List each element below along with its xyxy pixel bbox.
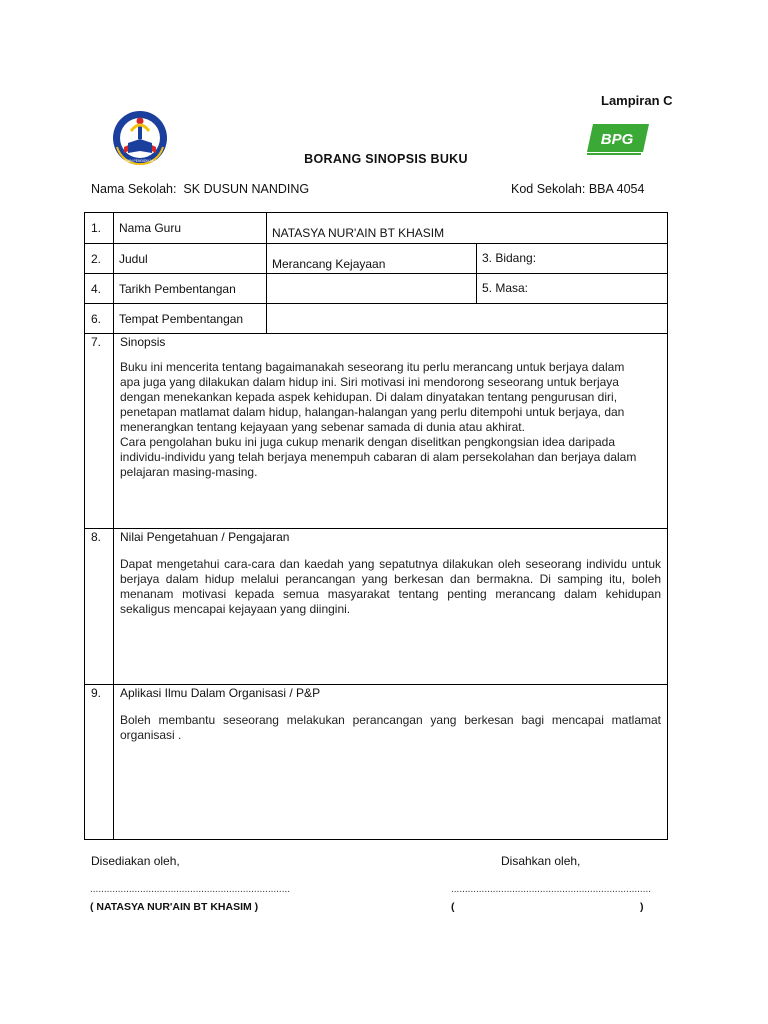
prepared-by-name: ( NATASYA NUR'AIN BT KHASIM ) [90,901,259,913]
title-field[interactable]: Merancang Kejayaan [267,244,477,274]
kod-label: Kod Sekolah: [511,182,586,196]
synopsis-line: dengan menekankan kepada aspek kehidupan. Di dalam dinyatakan tentang pengurusan diri, [120,390,618,404]
synopsis-cell[interactable] [114,334,668,529]
approved-signature-line[interactable]: ........................................................................ [451,884,652,895]
row-number: 8. [85,529,114,685]
prepared-by-label: Disediakan oleh, [91,854,180,868]
approved-open-paren: ( [451,901,455,913]
synopsis-line: Buku ini mencerita tentang bagaimanakah seseorang itu perlu merancang untuk berjaya dalam [120,360,625,374]
masa-field[interactable]: 5. Masa: [477,274,668,304]
synopsis-section [85,334,668,529]
bpg-logo-text: BPG [600,131,634,148]
application-text: Boleh membantu seseorang melakukan perancangan yang berkesan bagi mencapai matlamat organisasi . [120,713,661,742]
section-label: Nilai Pengetahuan / Pengajaran [120,530,290,544]
application-section [85,685,668,840]
knowledge-cell[interactable] [114,529,668,685]
form-row [85,274,668,304]
form-row [85,213,668,244]
approved-close-paren: ) [640,901,644,913]
prepared-signature-line[interactable]: ........................................................................ [90,884,291,895]
form-row [85,244,668,274]
synopsis-line: penetapan matlamat dalam hidup, halangan-halangan yang perlu ditempohi untuk berjaya, dan [120,405,625,419]
school-name [91,182,309,196]
synopsis-text [120,360,661,480]
synopsis-line: Cara pengolahan buku ini juga cukup menarik dengan diselitkan pengkongsian idea daripada [120,435,616,449]
row-number: 7. [85,334,114,529]
school-value: SK DUSUN NANDING [183,182,310,196]
school-code [511,182,644,196]
date-field[interactable] [267,274,477,304]
teacher-name-field[interactable]: NATASYA NUR'AIN BT KHASIM [267,213,668,244]
row-number: 9. [85,685,114,840]
synopsis-line: individu-individu yang telah berjaya menempuh cabaran di alam persekolahan dan berjaya dalam [120,450,637,464]
row-number: 2. [85,244,114,274]
approved-by-label: Disahkan oleh, [501,854,581,868]
row-number: 4. [85,274,114,304]
bidang-field[interactable]: 3. Bidang: [477,244,668,274]
synopsis-line: menerangkan tentang kejayaan yang sebenar samada di dunia atau akhirat. [120,420,525,434]
section-label: Sinopsis [120,335,166,349]
section-label: Aplikasi Ilmu Dalam Organisasi / P&P [120,686,321,700]
synopsis-line: pelajaran masing-masing. [120,465,258,479]
row-label: Judul [114,244,267,274]
knowledge-section [85,529,668,685]
form-row [85,304,668,334]
kod-value: BBA 4054 [588,182,645,196]
synopsis-form [84,212,668,840]
ministry-logo-text: KEMENTERIAN PENDIDIKAN MALAYSIA [111,159,169,163]
venue-field[interactable] [267,304,668,334]
page-title: BORANG SINOPSIS BUKU [304,152,468,166]
row-number: 1. [85,213,114,244]
school-label: Nama Sekolah: [91,182,177,196]
row-number: 6. [85,304,114,334]
knowledge-text: Dapat mengetahui cara-cara dan kaedah yang sepatutnya dilakukan oleh seseorang individu untuk berjaya dalam hidup melalui perancangan yang berkesan dan bermakna. Di samping itu, boleh menanam motivasi kepada semua masyarakat tentang penting merancang dalam kehidupan sekaligus mencapai kejayaan yang diingini. [120,557,661,616]
bpg-logo [585,120,651,156]
row-label: Nama Guru [114,213,267,244]
row-label: Tempat Pembentangan [114,304,267,334]
lampiran-label: Lampiran C [601,93,673,108]
synopsis-line: apa juga yang dilakukan dalam hidup ini. Siri motivasi ini mendorong seseorang untuk berjaya [120,375,619,389]
row-label: Tarikh Pembentangan [114,274,267,304]
application-cell[interactable] [114,685,668,840]
